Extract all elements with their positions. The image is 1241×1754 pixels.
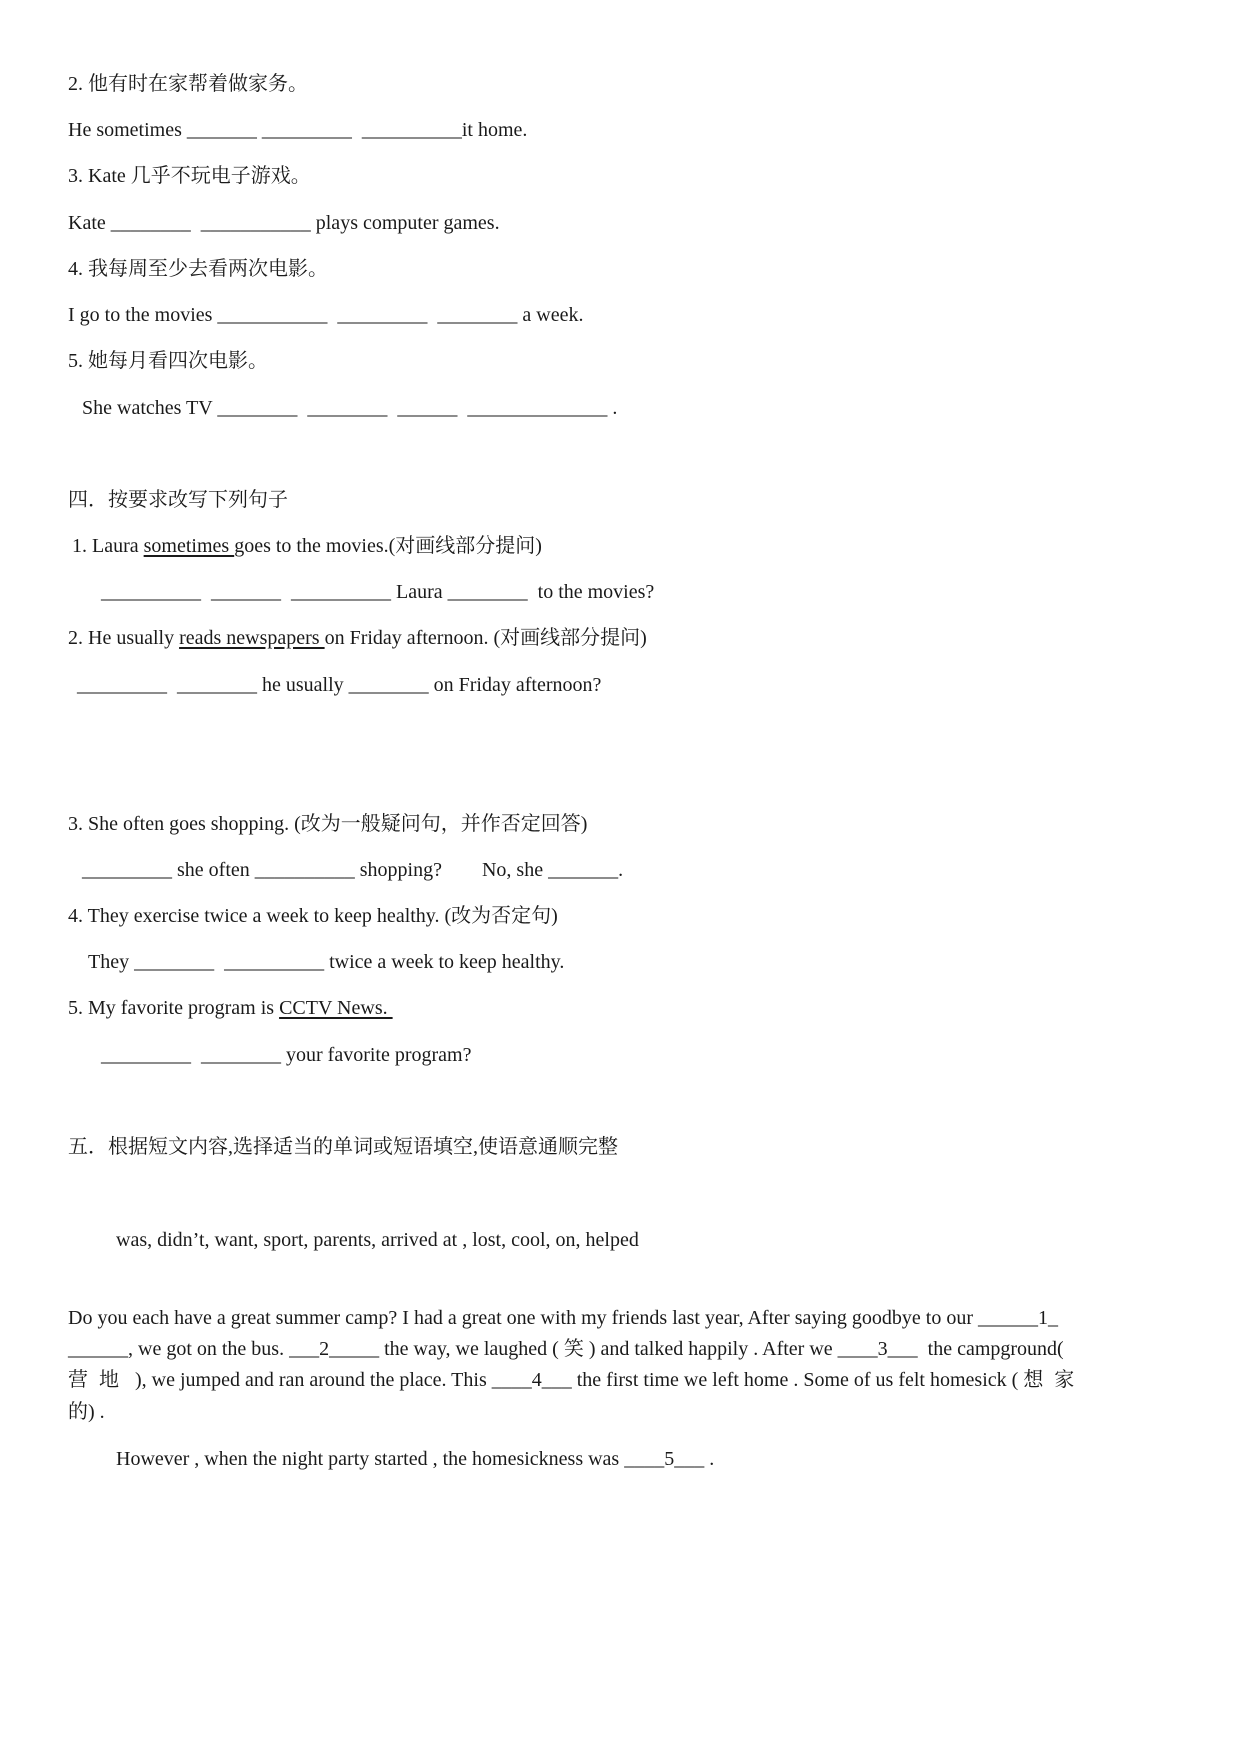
question-1-prefix: 1. Laura [72, 535, 144, 557]
section-4-answer-4: They ________ __________ twice a week to keep healthy. [88, 951, 565, 973]
section-4-question-3: 3. She often goes shopping. (改为一般疑问句，并作否定回答) [68, 813, 588, 835]
section-4-question-1 [72, 534, 542, 558]
exercise-3-item-4-chinese: 4. 我每周至少去看两次电影。 [68, 258, 328, 280]
question-2-suffix: on Friday afternoon. (对画线部分提问) [324, 627, 647, 649]
exercise-3-item-5-blanks: She watches TV ________ ________ ______ ______________ . [82, 397, 618, 419]
section-4-question-2 [68, 626, 647, 650]
section-5-heading: 五．根据短文内容,选择适当的单词或短语填空,使语意通顺完整 [68, 1136, 618, 1158]
section-4-heading: 四．按要求改写下列句子 [68, 489, 288, 511]
question-5-prefix: 5. My favorite program is [68, 997, 280, 1019]
question-5-underlined: CCTV News. [279, 997, 393, 1019]
exercise-3-item-3-blanks: Kate ________ ___________ plays computer games. [68, 212, 500, 234]
passage-campground-chinese: 营地 [68, 1369, 130, 1391]
passage-line-1: Do you each have a great summer camp? I had a great one with my friends last year, After saying goodbye to our ______1_ [68, 1307, 1058, 1329]
section-4-answer-1: __________ _______ __________ Laura ________ to the movies? [101, 581, 655, 603]
question-2-underlined: reads newspapers [179, 627, 325, 649]
passage-paragraph-2: However , when the night party started , the homesickness was ____5___ . [116, 1448, 715, 1470]
section-4-question-4: 4. They exercise twice a week to keep healthy. (改为否定句) [68, 905, 558, 927]
exercise-3-item-3-chinese: 3. Kate 几乎不玩电子游戏。 [68, 165, 311, 187]
question-1-underlined: sometimes [143, 535, 235, 557]
question-2-prefix: 2. He usually [68, 627, 180, 649]
word-bank: was, didn’t, want, sport, parents, arrived at , lost, cool, on, helped [116, 1229, 639, 1251]
passage-line-4: 的) . [68, 1401, 105, 1423]
passage-line-2: ______, we got on the bus. ___2_____ the way, we laughed ( 笑 ) and talked happily . After we ____3___ the campground( [68, 1338, 1064, 1360]
section-4-question-5 [68, 996, 393, 1020]
exercise-3-item-2-blanks: He sometimes _______ _________ __________it home. [68, 119, 528, 141]
exercise-3-item-2-chinese: 2. 他有时在家帮着做家务。 [68, 73, 308, 95]
section-4-answer-3: _________ she often __________ shopping? No, she _______. [82, 859, 624, 881]
passage-line-3 [68, 1368, 1085, 1392]
question-1-suffix: goes to the movies.(对画线部分提问) [234, 535, 542, 557]
section-4-answer-2: _________ ________ he usually ________ on Friday afternoon? [77, 674, 602, 696]
exercise-3-item-4-blanks: I go to the movies ___________ _________ ________ a week. [68, 304, 584, 326]
exercise-3-item-5-chinese: 5. 她每月看四次电影。 [68, 350, 268, 372]
passage-line-3-text: ), we jumped and ran around the place. This ____4___ the first time we left home . Some of us felt homesick ( [130, 1369, 1024, 1391]
section-4-answer-5: _________ ________ your favorite program? [101, 1044, 472, 1066]
passage-homesick-chinese: 想家 [1023, 1369, 1086, 1391]
